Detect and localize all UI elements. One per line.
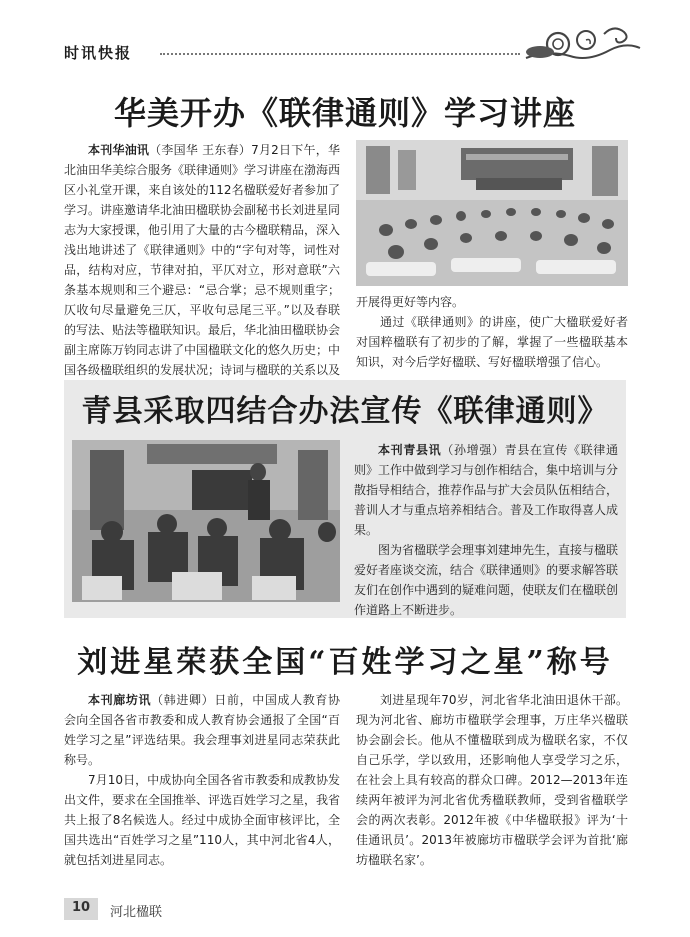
- article2-title: 青县采取四结合办法宣传《联律通则》: [81, 394, 609, 429]
- article3-paragraph-2: 7月10日，中成协向全国各省市教委和成教协发出文件，要求在全国推举、评选百姓学习之星，我省共上报了8名候选人。经过中成协全面审核评比，全国共选出“百姓学习之星”110人，其中河北省4人，就包括刘进星同志。: [64, 773, 341, 867]
- section-tag: 时讯快报: [64, 44, 133, 62]
- article3-paragraph-3: 刘进星现年70岁，河北省华北油田退休干部。现为河北省、廊坊市楹联学会理事，万庄华兴楹联协会副会长。他从不懂楹联到成为楹联名家，不仅自己乐学，学以致用，还影响他人享受学习之乐，在社会上具有较高的群众口碑。2012—2013年连续两年被评为河北省优秀楹联教师，受到省楹联学会的两次表彰。2012年被《中华楹联报》评为‘十佳通讯员’。2013年被廊坊市楹联学会评为首批‘廊坊楹联名家’。: [356, 693, 628, 867]
- article1-conclusion: 通过《联律通则》的讲座，使广大楹联爱好者对国粹楹联有了初步的了解，掌握了一些楹联基本知识，对今后学好楹联、写好楹联增强了信心。: [356, 315, 628, 369]
- article2-byline: （孙增强）: [441, 443, 505, 457]
- article2-text: 青县在宣传《联律通则》工作中做到学习与创作相结合，集中培训与分散指导相结合，推荐作品与扩大会员队伍相结合，普训人才与重点培养相结合。普及工作取得喜人成果。: [354, 443, 619, 537]
- lecture-hall-photo: [356, 140, 628, 286]
- article1-body-right: [356, 292, 628, 372]
- cloud-scroll-ornament-icon: [518, 20, 648, 70]
- forum-meeting-photo: [72, 440, 340, 602]
- header-divider: [160, 53, 520, 55]
- article2-body: [354, 440, 618, 620]
- article3-text: 日前，中国成人教育协会向全国各省市教委和成人教育协会通报了全国“百姓学习之星”评选结果。我会理事刘进星同志荣获此称号。: [64, 693, 340, 767]
- article3-body-right: [356, 690, 628, 870]
- article3-body-left: [64, 690, 340, 870]
- article3-lead: 本刊廊坊讯: [88, 693, 152, 707]
- article1-continuation: 开展得更好等内容。: [356, 295, 465, 309]
- article3-byline: （韩进卿）: [151, 693, 215, 707]
- article1-title: 华美开办《联律通则》学习讲座: [113, 94, 576, 132]
- article3-title: 刘进星荣获全国“百姓学习之星”称号: [77, 645, 613, 680]
- article1-body-left: [64, 140, 340, 400]
- article2-caption: 图为省楹联学会理事刘建坤先生，直接与楹联爱好者座谈交流，结合《联律通则》的要求解答联友们在创作中遇到的疑难问题，使联友们在楹联创作道路上不断进步。: [354, 543, 619, 617]
- article1-text: 7月2日下午，华北油田华美综合服务《联律通则》学习讲座在渤海西区小礼堂开课，来自该处的112名楹联爱好者参加了学习。讲座邀请华北油田楹联协会副秘书长刘进星同志为大家授课，他引用了大量的古今楹联精品，深入浅出地讲述了《联律通则》中的“字句对等，词性对品，结构对应，节律对拍，平仄对立，形对意联”六条基本规则和三个避忌：“忌合掌；忌不规则重字；仄收句尽量避免三仄，平收句忌尾三平。”以及春联的写法、贴法等楹联知识。最后，华北油田楹联协会副主席陈万钧同志讲了中国楹联文化的悠久历史；中国各级楹联组织的发展状况；诗词与楹联的关系以及: [64, 143, 341, 377]
- article1-byline: （李国华 王东春）: [149, 143, 252, 157]
- publication-name: 河北楹联: [110, 905, 163, 920]
- article1-lead: 本刊华油讯: [88, 143, 150, 157]
- page-number: 10: [71, 900, 91, 915]
- article2-lead: 本刊青县讯: [378, 443, 442, 457]
